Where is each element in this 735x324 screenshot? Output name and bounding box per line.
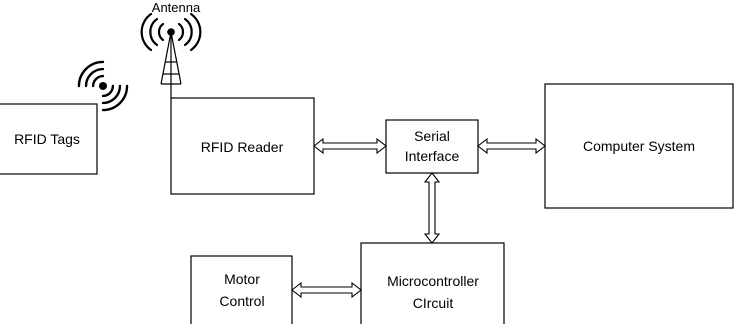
- motor-microcontroller-arrow: [292, 283, 361, 297]
- antenna-mast: [161, 29, 181, 98]
- microcontroller-label-line2: CIrcuit: [412, 295, 454, 311]
- motor-control-label-line1: Motor: [224, 271, 260, 287]
- rfid-reader-label: RFID Reader: [200, 139, 284, 155]
- serial-computer-arrow: [478, 139, 545, 153]
- serial-interface-label-line2: Interface: [404, 148, 460, 164]
- microcontroller-label-line1: Microcontroller: [387, 273, 479, 289]
- antenna-label: Antenna: [151, 0, 201, 15]
- serial-microcontroller-arrow: [425, 173, 439, 243]
- reader-serial-arrow: [314, 139, 386, 153]
- motor-control-label-line2: Control: [219, 293, 265, 309]
- computer-system-label: Computer System: [582, 138, 696, 154]
- rfid-tags-label: RFID Tags: [14, 131, 80, 147]
- motor-control-block: [191, 256, 292, 324]
- serial-interface-label-line1: Serial: [414, 128, 450, 144]
